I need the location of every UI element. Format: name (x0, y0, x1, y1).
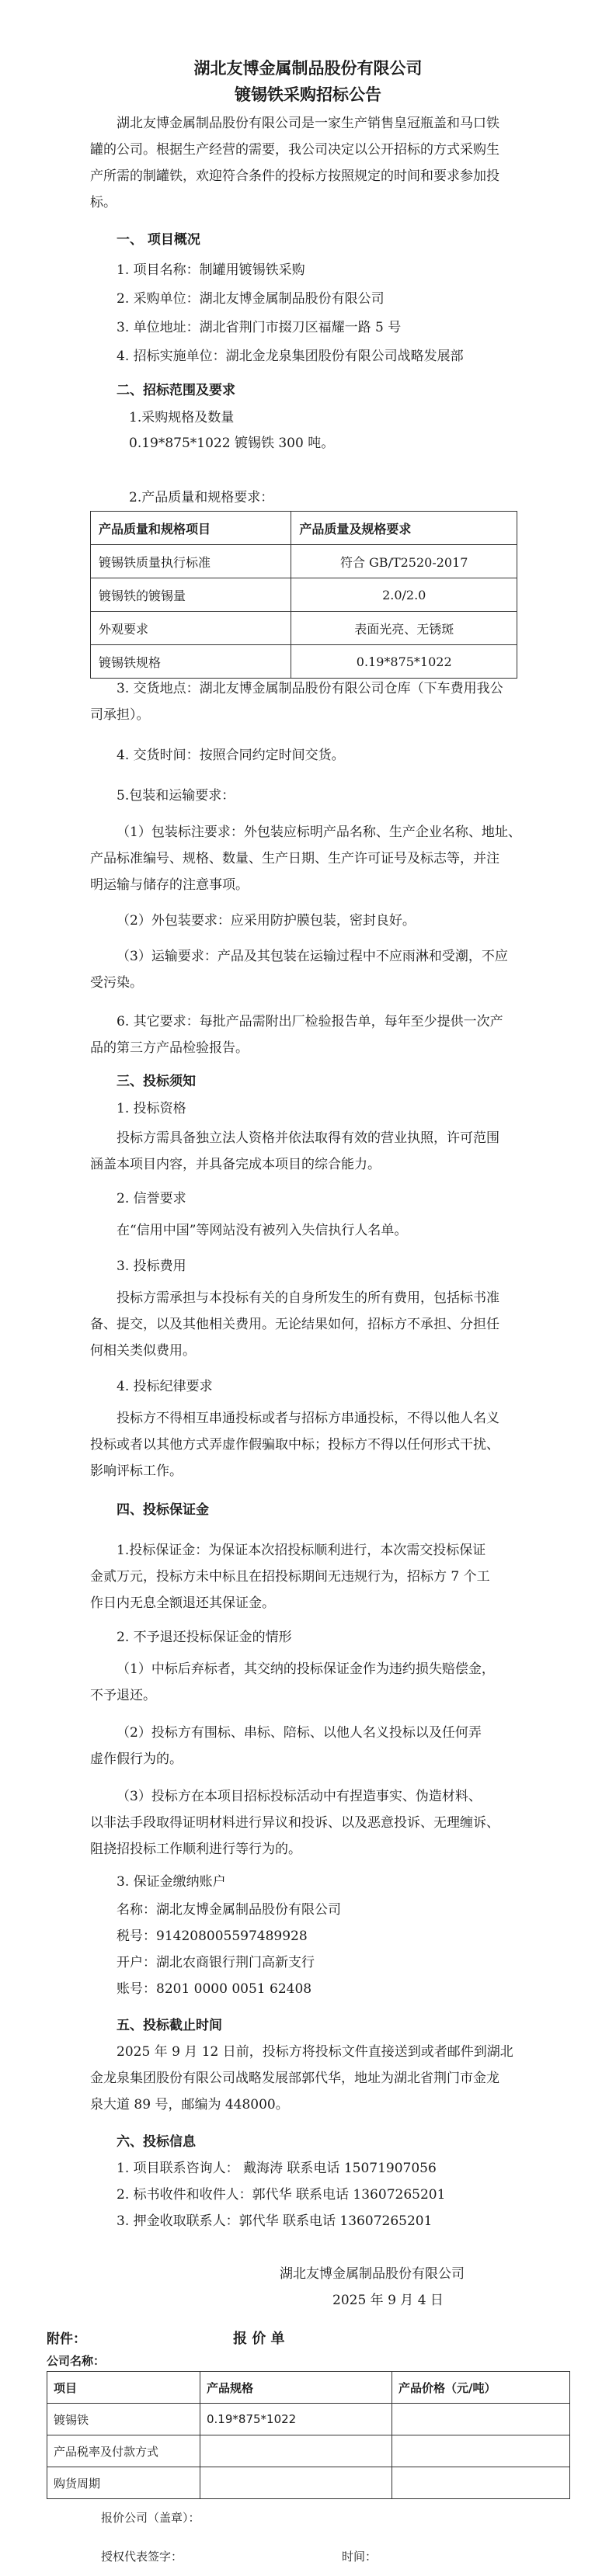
appendix-label: 附件： (47, 2331, 86, 2347)
table-cell-requirement: 0.19*875*1022 (291, 645, 517, 679)
contact-line: 2. 标书收件和收件人：郭代华 联系电话 13607265201 (117, 2187, 446, 2203)
deposit-text: 作日内无息全额退还其保证金。 (90, 1595, 275, 1611)
instruction-text: 在“信用中国”等网站没有被列入失信执行人名单。 (117, 1223, 408, 1238)
deadline-text: 泉大道 89 号，邮编为 448000。 (90, 2097, 289, 2113)
quote-cell-price[interactable] (392, 2404, 570, 2435)
deposit-text: 1.投标保证金：为保证本次招投标顺利进行，本次需交投标保证 (117, 1543, 486, 1558)
section-heading-scope: 二、招标范围及要求 (117, 383, 235, 398)
packing-line: 受污染。 (90, 975, 143, 991)
table-row (47, 2404, 570, 2435)
table-cell-item: 镀锡铁的镀锡量 (91, 578, 291, 612)
quote-cell-item: 镀锡铁 (47, 2404, 200, 2435)
deposit-text: 不予退还。 (90, 1688, 156, 1703)
account-number: 账号：8201 0000 0051 62408 (117, 1981, 312, 1997)
quote-cell-price[interactable] (392, 2435, 570, 2467)
section-heading-deadline: 五、投标截止时间 (117, 2018, 222, 2033)
signature-company: 湖北友博金属制品股份有限公司 (280, 2266, 465, 2282)
packing-line: 产品标准编号、规格、数量、生产日期、生产许可证号及标志等，并注 (90, 851, 499, 866)
table-row (47, 2467, 570, 2499)
delivery-location: 司承担）。 (90, 707, 150, 723)
table-header-cell: 产品价格（元/吨） (392, 2372, 570, 2404)
table-cell-requirement: 符合 GB/T2520-2017 (291, 545, 517, 578)
instruction-text: 涵盖本项目内容，并具备完成本项目的综合能力。 (90, 1157, 381, 1172)
overview-item: 4. 招标实施单位：湖北金龙泉集团股份有限公司战略发展部 (117, 349, 464, 364)
instruction-text: 投标方不得相互串通投标或者与招标方串通投标，不得以他人名义 (117, 1411, 499, 1426)
packing-line: （2）外包装要求：应采用防护膜包装，密封良好。 (117, 913, 416, 929)
intro-line: 标。 (90, 195, 117, 210)
document-title: 镀锡铁采购招标公告 (235, 85, 381, 104)
table-header-cell: 产品质量和规格项目 (91, 512, 291, 545)
contact-line: 1. 项目联系咨询人： 戴海涛 联系电话 15071907056 (117, 2161, 437, 2176)
table-row (91, 645, 517, 679)
table-cell-requirement: 2.0/2.0 (291, 578, 517, 612)
section-heading-instructions: 三、投标须知 (117, 1074, 196, 1089)
instruction-title: 3. 投标费用 (117, 1258, 186, 1274)
instruction-text: 投标或者以其他方式弄虚作假骗取中标；投标方不得以任何形式干扰、 (90, 1437, 499, 1453)
deadline-text: 金龙泉集团股份有限公司战略发展部郭代华，地址为湖北省荆门市金龙 (90, 2071, 499, 2086)
contact-line: 3. 押金收取联系人：郭代华 联系电话 13607265201 (117, 2213, 433, 2229)
instruction-title: 1. 投标资格 (117, 1101, 186, 1116)
table-row (47, 2435, 570, 2467)
account-name: 名称：湖北友博金属制品股份有限公司 (117, 1902, 341, 1918)
table-header-cell: 产品质量及规格要求 (291, 512, 517, 545)
instruction-title: 2. 信誉要求 (117, 1191, 186, 1206)
quote-company-label: 报价公司（盖章）： (101, 2511, 200, 2525)
time-label: 时间： (342, 2550, 378, 2564)
deposit-text: 虚作假行为的。 (90, 1751, 183, 1767)
deposit-text: （3）投标方在本项目招标投标活动中有捏造事实、伪造材料、 (117, 1789, 482, 1804)
table-cell-item: 外观要求 (91, 612, 291, 645)
scope-sub-heading: 1.采购规格及数量 (129, 410, 235, 425)
intro-line: 罐的公司。根据生产经营的需要，我公司决定以公开招标的方式采购生 (90, 142, 499, 158)
section-heading-overview: 一、 项目概况 (117, 232, 200, 248)
deposit-text: 以非法手段取得证明材料进行异议和投诉、以及恶意投诉、无理缠诉、 (90, 1815, 499, 1831)
section-heading-contacts: 六、投标信息 (117, 2134, 196, 2150)
deposit-text: （2）投标方有围标、串标、陪标、以他人名义投标以及任何弄 (117, 1725, 482, 1741)
packing-line: 明运输与储存的注意事项。 (90, 877, 249, 893)
quote-cell-item: 产品税率及付款方式 (47, 2435, 200, 2467)
table-cell-item: 镀锡铁质量执行标准 (91, 545, 291, 578)
packing-line: （3）运输要求：产品及其包装在运输过程中不应雨淋和受潮，不应 (117, 949, 508, 964)
scope-sub-heading: 2.产品质量和规格要求： (129, 490, 274, 505)
other-requirement: 品的第三方产品检验报告。 (90, 1040, 249, 1056)
table-row (91, 545, 517, 578)
deadline-text: 2025 年 9 月 12 日前，投标方将投标文件直接送到或者邮件到湖北 (117, 2044, 513, 2060)
instruction-text: 影响评标工作。 (90, 1463, 183, 1479)
instruction-text: 何相关类似费用。 (90, 1343, 196, 1359)
other-requirement: 6. 其它要求：每批产品需附出厂检验报告单，每年至少提供一次产 (117, 1014, 503, 1029)
quality-spec-table (90, 511, 517, 679)
table-cell-item: 镀锡铁规格 (91, 645, 291, 679)
instruction-text: 投标方需承担与本投标有关的自身所发生的所有费用，包括标书准 (117, 1290, 499, 1306)
company-name-label: 公司名称： (47, 2354, 106, 2368)
table-header-row (47, 2372, 570, 2404)
instruction-text: 投标方需具备独立法人资格并依法取得有效的营业执照，许可范围 (117, 1130, 499, 1146)
deposit-text: 3. 保证金缴纳账户 (117, 1874, 226, 1890)
packing-line: （1）包装标注要求：外包装应标明产品名称、生产企业名称、地址、 (117, 825, 521, 840)
table-row (91, 612, 517, 645)
section-heading-deposit: 四、投标保证金 (117, 1502, 209, 1518)
overview-item: 3. 单位地址：湖北省荆门市掇刀区福耀一路 5 号 (117, 320, 402, 335)
quote-cell-spec[interactable] (200, 2435, 392, 2467)
delivery-location: 3. 交货地点：湖北友博金属制品股份有限公司仓库（下车费用我公 (117, 681, 503, 696)
deposit-text: 2. 不予退还投标保证金的情形 (117, 1630, 292, 1645)
quote-table (47, 2371, 570, 2499)
delivery-time: 4. 交货时间：按照合同约定时间交货。 (117, 748, 345, 763)
signature-date: 2025 年 9 月 4 日 (332, 2293, 444, 2308)
deposit-text: （1）中标后弃标者，其交纳的投标保证金作为违约损失赔偿金， (117, 1661, 495, 1677)
table-header-row (91, 512, 517, 545)
overview-item: 1. 项目名称：制罐用镀锡铁采购 (117, 262, 305, 278)
table-header-cell: 产品规格 (200, 2372, 392, 2404)
packing-heading: 5.包装和运输要求： (117, 788, 235, 804)
quote-cell-spec[interactable] (200, 2467, 392, 2499)
company-title: 湖北友博金属制品股份有限公司 (193, 58, 423, 78)
spec-quantity: 0.19*875*1022 镀锡铁 300 吨。 (129, 436, 335, 451)
table-row (91, 578, 517, 612)
intro-line: 产所需的制罐铁，欢迎符合条件的投标方按照规定的时间和要求参加投 (90, 168, 499, 184)
intro-line: 湖北友博金属制品股份有限公司是一家生产销售皇冠瓶盖和马口铁 (117, 116, 499, 131)
deposit-text: 阻挠招投标工作顺利进行等行为的。 (90, 1842, 301, 1857)
table-header-cell: 项目 (47, 2372, 200, 2404)
quote-cell-price[interactable] (392, 2467, 570, 2499)
quote-sheet-title: 报 价 单 (233, 2331, 285, 2347)
account-tax-number: 税号：914208005597489928 (117, 1929, 308, 1944)
overview-item: 2. 采购单位：湖北友博金属制品股份有限公司 (117, 291, 385, 307)
quote-cell-spec: 0.19*875*1022 (200, 2404, 392, 2435)
authorized-signature-label: 授权代表签字： (101, 2550, 183, 2564)
table-cell-requirement: 表面光亮、无锈斑 (291, 612, 517, 645)
instruction-text: 备、提交，以及其他相关费用。无论结果如何，招标方不承担、分担任 (90, 1317, 499, 1332)
instruction-title: 4. 投标纪律要求 (117, 1379, 213, 1394)
account-bank: 开户：湖北农商银行荆门高新支行 (117, 1955, 315, 1970)
quote-cell-item: 购货周期 (47, 2467, 200, 2499)
deposit-text: 金贰万元，投标方未中标且在招投标期间无违规行为，招标方 7 个工 (90, 1569, 490, 1585)
